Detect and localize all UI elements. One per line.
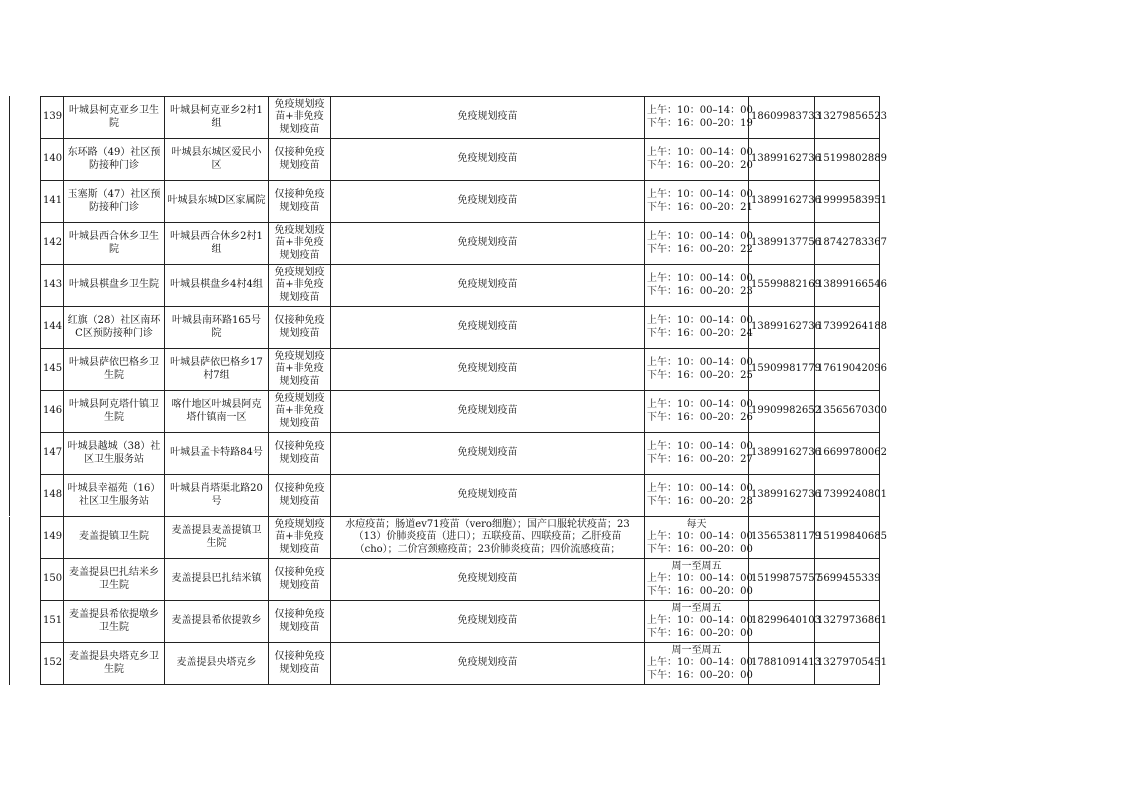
vaccination-type: 免疫规划疫苗+非免疫规划疫苗 <box>269 349 331 391</box>
vaccine-list: 免疫规划疫苗 <box>331 433 645 475</box>
afternoon-hours: 下午：16：00–20：00 <box>647 627 753 639</box>
contact-phone-2: 13279736861 <box>815 601 880 643</box>
contact-phone-1: 13899162736 <box>749 433 815 475</box>
vaccine-list: 免疫规划疫苗 <box>331 223 645 265</box>
table-row <box>41 643 880 685</box>
table-row <box>41 181 880 223</box>
contact-phone-1: 13899162736 <box>749 307 815 349</box>
site-address: 麦盖提县希依提敦乡 <box>165 601 269 643</box>
row-number: 141 <box>41 181 64 223</box>
afternoon-hours: 下午：16：00–20：19 <box>647 117 753 129</box>
site-name: 麦盖提镇卫生院 <box>64 517 165 559</box>
row-number: 144 <box>41 307 64 349</box>
service-days: 每天 <box>686 518 707 530</box>
service-hours <box>645 433 753 475</box>
vaccine-list: 水痘疫苗；肠道ev71疫苗（vero细胞）；国产口服轮状疫苗；23（13）价肺炎疫苗（进口）；五联疫苗、四联疫苗；乙肝疫苗（cho）；二价宫颈癌疫苗；23价肺炎疫苗；四价流感疫苗； <box>331 517 645 559</box>
site-name: 麦盖提县巴扎结米乡卫生院 <box>64 559 165 601</box>
morning-hours: 上午：10：00–14：00 <box>647 231 753 242</box>
site-name: 叶城县柯克亚乡卫生院 <box>64 97 165 139</box>
contact-phone-2: 13899166546 <box>815 265 880 307</box>
site-name: 叶城县阿克塔什镇卫生院 <box>64 391 165 433</box>
row-number: 151 <box>41 601 64 643</box>
morning-hours: 上午：10：00–14：00 <box>647 399 753 410</box>
contact-phone-1: 13899162736 <box>749 475 815 517</box>
contact-phone-1: 18609983733 <box>749 97 815 139</box>
table-body <box>41 97 887 685</box>
vaccination-sites-table <box>40 96 887 685</box>
contact-phone-1: 13899162736 <box>749 181 815 223</box>
morning-hours: 上午：10：00–14：00 <box>647 657 753 669</box>
morning-hours: 上午：10：00–14：00 <box>647 573 753 585</box>
afternoon-hours: 下午：16：00–20：00 <box>647 669 753 681</box>
left-border-line-lower <box>9 517 10 685</box>
vaccination-type: 仅接种免疫规划疫苗 <box>269 643 331 685</box>
row-number: 143 <box>41 265 64 307</box>
contact-phone-2: 13279856523 <box>815 97 880 139</box>
table-row <box>41 517 880 559</box>
table-row <box>41 139 880 181</box>
row-number: 152 <box>41 643 64 685</box>
vaccination-type: 仅接种免疫规划疫苗 <box>269 139 331 181</box>
site-address: 麦盖提县麦盖提镇卫生院 <box>165 517 269 559</box>
site-address: 麦盖提县央塔克乡 <box>165 643 269 685</box>
service-hours <box>645 559 753 601</box>
vaccine-list: 免疫规划疫苗 <box>331 349 645 391</box>
site-address: 叶城县肖塔渠北路20号 <box>165 475 269 517</box>
table-row <box>41 97 880 139</box>
vaccination-type: 免疫规划疫苗+非免疫规划疫苗 <box>269 223 331 265</box>
vaccination-type: 免疫规划疫苗+非免疫规划疫苗 <box>269 97 331 139</box>
site-name: 红旗（28）社区南环C区预防接种门诊 <box>64 307 165 349</box>
service-hours <box>645 643 753 685</box>
contact-phone-2: 18742783367 <box>815 223 880 265</box>
vaccination-type: 仅接种免疫规划疫苗 <box>269 181 331 223</box>
site-address: 叶城县东城D区家属院 <box>165 181 269 223</box>
vaccine-list: 免疫规划疫苗 <box>331 559 645 601</box>
vaccine-list: 免疫规划疫苗 <box>331 307 645 349</box>
service-hours <box>645 307 753 349</box>
vaccine-list: 免疫规划疫苗 <box>331 601 645 643</box>
site-name: 玉塞斯（47）社区预防接种门诊 <box>64 181 165 223</box>
service-hours <box>645 475 753 517</box>
service-hours <box>645 349 753 391</box>
vaccine-list: 免疫规划疫苗 <box>331 181 645 223</box>
afternoon-hours: 下午：16：00–20：20 <box>647 159 753 171</box>
site-name: 叶城县萨依巴格乡卫生院 <box>64 349 165 391</box>
contact-phone-1: 19909982652 <box>749 391 815 433</box>
row-number: 140 <box>41 139 64 181</box>
contact-phone-1: 15199875757 <box>749 559 815 601</box>
site-address: 叶城县南环路165号院 <box>165 307 269 349</box>
site-address: 叶城县西合休乡2村1组 <box>165 223 269 265</box>
contact-phone-1: 13899137756 <box>749 223 815 265</box>
morning-hours: 上午：10：00–14：00 <box>647 147 753 158</box>
afternoon-hours: 下午：16：00–20：23 <box>647 285 753 297</box>
contact-phone-1: 18299640103 <box>749 601 815 643</box>
morning-hours: 上午：10：00–14：00 <box>647 441 753 452</box>
vaccination-type: 仅接种免疫规划疫苗 <box>269 433 331 475</box>
vaccine-list: 免疫规划疫苗 <box>331 97 645 139</box>
contact-phone-2: 16699780062 <box>815 433 880 475</box>
morning-hours: 上午：10：00–14：00 <box>647 315 753 326</box>
site-address: 叶城县萨依巴格乡17村7组 <box>165 349 269 391</box>
site-address: 麦盖提县巴扎结米镇 <box>165 559 269 601</box>
row-number: 146 <box>41 391 64 433</box>
morning-hours: 上午：10：00–14：00 <box>647 273 753 284</box>
service-hours <box>645 139 753 181</box>
contact-phone-2: 15199840685 <box>815 517 880 559</box>
contact-phone-2: 17399240801 <box>815 475 880 517</box>
contact-phone-2: 13565670300 <box>815 391 880 433</box>
morning-hours: 上午：10：00–14：00 <box>647 357 753 368</box>
service-hours <box>645 391 753 433</box>
table-row <box>41 307 880 349</box>
service-hours <box>645 265 753 307</box>
row-number: 149 <box>41 517 64 559</box>
vaccination-type: 仅接种免疫规划疫苗 <box>269 559 331 601</box>
site-address: 叶城县孟卡特路84号 <box>165 433 269 475</box>
contact-phone-1: 15909981779 <box>749 349 815 391</box>
contact-phone-2: 17619042096 <box>815 349 880 391</box>
site-name: 麦盖提县央塔克乡卫生院 <box>64 643 165 685</box>
table-row <box>41 391 880 433</box>
vaccination-type: 免疫规划疫苗+非免疫规划疫苗 <box>269 391 331 433</box>
row-number: 139 <box>41 97 64 139</box>
vaccination-type: 仅接种免疫规划疫苗 <box>269 475 331 517</box>
contact-phone-1: 15599882169 <box>749 265 815 307</box>
contact-phone-2: 5699455339 <box>815 559 880 601</box>
row-number: 150 <box>41 559 64 601</box>
site-name: 叶城县棋盘乡卫生院 <box>64 265 165 307</box>
vaccination-type: 免疫规划疫苗+非免疫规划疫苗 <box>269 265 331 307</box>
service-hours <box>645 601 753 643</box>
service-days: 周一至周五 <box>671 560 722 572</box>
contact-phone-2: 17399264188 <box>815 307 880 349</box>
table-row <box>41 475 880 517</box>
site-address: 叶城县棋盘乡4村4组 <box>165 265 269 307</box>
table-row <box>41 349 880 391</box>
contact-phone-2: 15199802889 <box>815 139 880 181</box>
site-name: 叶城县西合休乡卫生院 <box>64 223 165 265</box>
service-hours <box>645 181 753 223</box>
morning-hours: 上午：10：00–14：00 <box>647 189 753 200</box>
table-row <box>41 223 880 265</box>
contact-phone-2: 19999583951 <box>815 181 880 223</box>
service-hours <box>645 223 753 265</box>
service-hours <box>645 97 753 139</box>
table-row <box>41 433 880 475</box>
vaccination-type: 免疫规划疫苗+非免疫规划疫苗 <box>269 517 331 559</box>
site-name: 叶城县幸福苑（16）社区卫生服务站 <box>64 475 165 517</box>
afternoon-hours: 下午：16：00–20：26 <box>647 411 753 423</box>
afternoon-hours: 下午：16：00–20：28 <box>647 495 753 507</box>
site-name: 叶城县越城（38）社区卫生服务站 <box>64 433 165 475</box>
site-name: 麦盖提县希依提墩乡卫生院 <box>64 601 165 643</box>
morning-hours: 上午：10：00–14：00 <box>647 105 753 116</box>
vaccination-type: 仅接种免疫规划疫苗 <box>269 307 331 349</box>
contact-phone-2: 13279705451 <box>815 643 880 685</box>
service-days: 周一至周五 <box>671 602 722 614</box>
site-name: 东环路（49）社区预防接种门诊 <box>64 139 165 181</box>
table-row <box>41 601 880 643</box>
vaccine-list: 免疫规划疫苗 <box>331 475 645 517</box>
site-address: 叶城县东城区爱民小区 <box>165 139 269 181</box>
service-hours <box>645 517 753 559</box>
morning-hours: 上午：10：00–14：00 <box>647 615 753 627</box>
morning-hours: 上午：10：00–14：00 <box>647 531 753 543</box>
table-row <box>41 559 880 601</box>
site-address: 喀什地区叶城县阿克塔什镇南一区 <box>165 391 269 433</box>
row-number: 145 <box>41 349 64 391</box>
afternoon-hours: 下午：16：00–20：27 <box>647 453 753 465</box>
vaccine-list: 免疫规划疫苗 <box>331 139 645 181</box>
afternoon-hours: 下午：16：00–20：21 <box>647 201 753 213</box>
service-days: 周一至周五 <box>671 644 722 656</box>
row-number: 148 <box>41 475 64 517</box>
afternoon-hours: 下午：16：00–20：00 <box>647 585 753 597</box>
morning-hours: 上午：10：00–14：00 <box>647 483 753 494</box>
vaccination-type: 仅接种免疫规划疫苗 <box>269 601 331 643</box>
vaccine-list: 免疫规划疫苗 <box>331 391 645 433</box>
afternoon-hours: 下午：16：00–20：22 <box>647 243 753 255</box>
afternoon-hours: 下午：16：00–20：00 <box>647 543 753 555</box>
vaccine-list: 免疫规划疫苗 <box>331 643 645 685</box>
site-address: 叶城县柯克亚乡2村1组 <box>165 97 269 139</box>
row-number: 142 <box>41 223 64 265</box>
row-number: 147 <box>41 433 64 475</box>
contact-phone-1: 17881091413 <box>749 643 815 685</box>
table-row <box>41 265 880 307</box>
afternoon-hours: 下午：16：00–20：24 <box>647 327 753 339</box>
contact-phone-1: 13899162736 <box>749 139 815 181</box>
contact-phone-1: 13565381179 <box>749 517 815 559</box>
vaccine-list: 免疫规划疫苗 <box>331 265 645 307</box>
left-border-line-upper <box>9 96 10 516</box>
afternoon-hours: 下午：16：00–20：25 <box>647 369 753 381</box>
